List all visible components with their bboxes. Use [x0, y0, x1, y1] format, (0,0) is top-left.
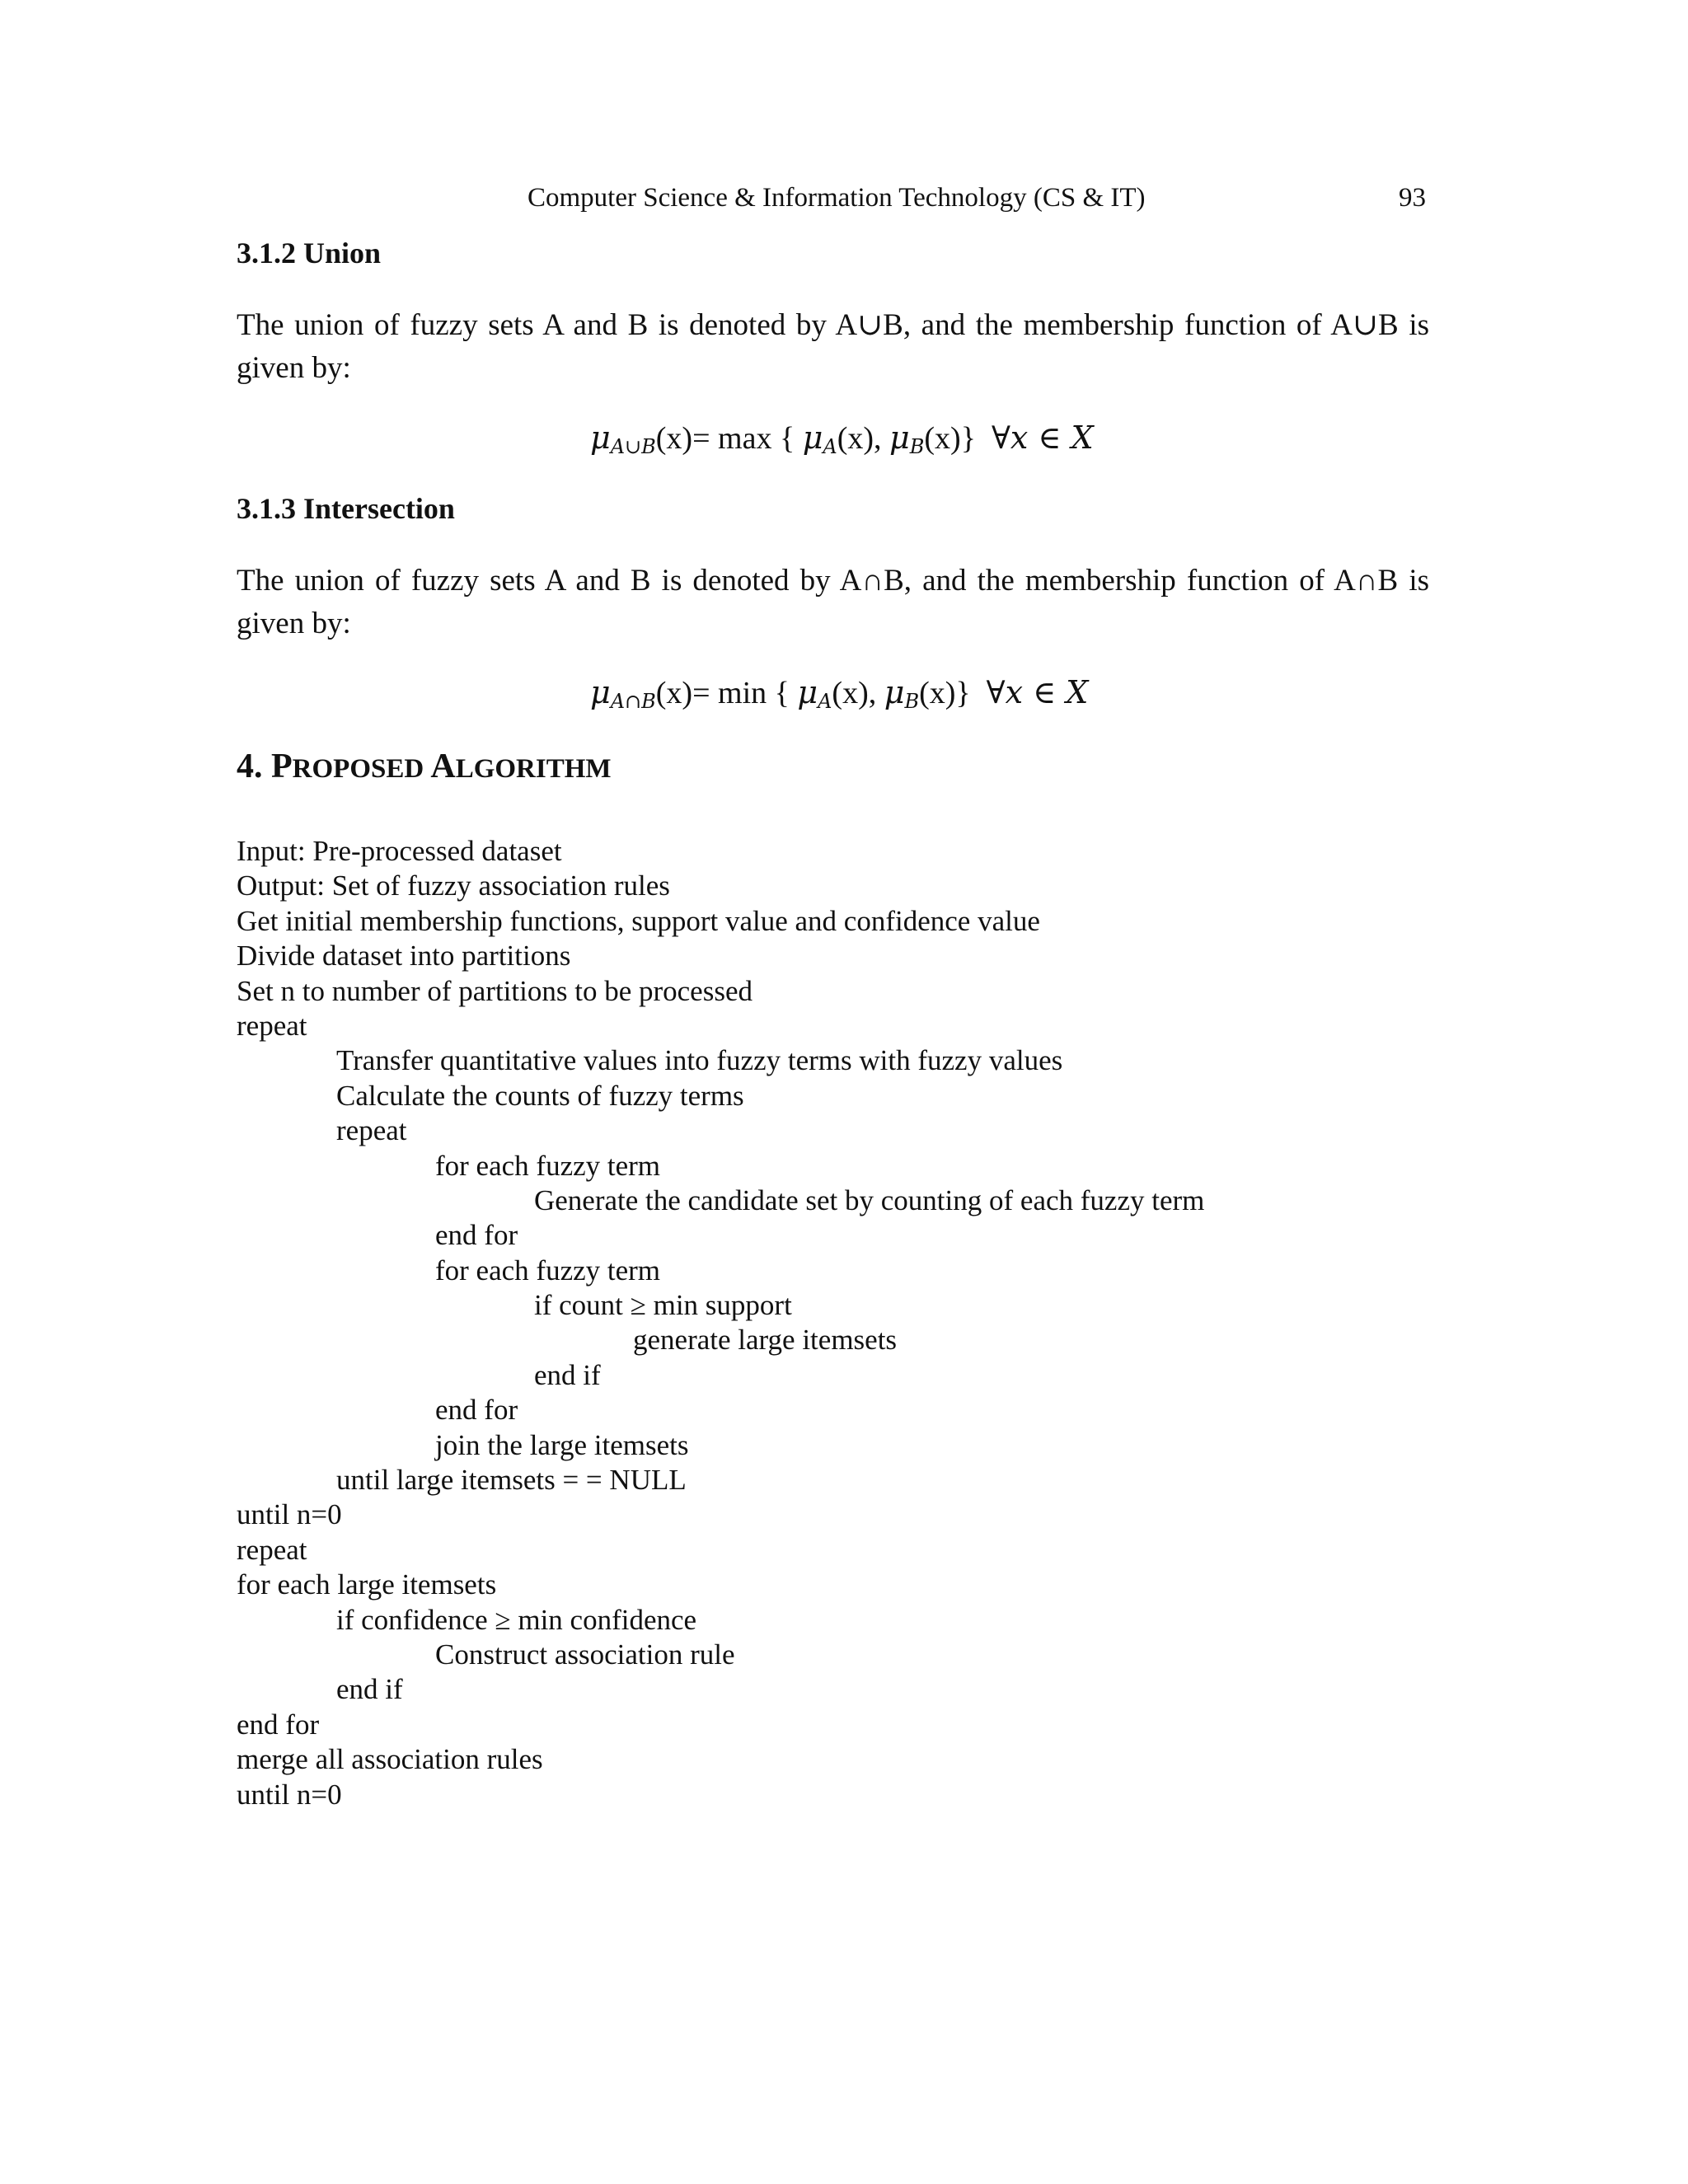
union-equation: $\mu_{A\cup B}(x)= \max$ { $\mu_A(x)$, $\mu_B(x)$} ∀x ∈ X	[590, 419, 1094, 458]
algo-line: until n=0	[237, 1778, 342, 1811]
intersection-heading: 3.1.3 Intersection	[237, 492, 455, 525]
algo-line: repeat	[336, 1114, 407, 1147]
algo-line: end for	[237, 1708, 320, 1741]
algo-line: until n=0	[237, 1498, 342, 1531]
algo-line: end if	[336, 1673, 403, 1706]
algo-line: Output: Set of fuzzy association rules	[237, 869, 670, 902]
algo-line: Transfer quantitative values into fuzzy terms with fuzzy values	[336, 1044, 1063, 1077]
algo-line: if confidence ≥ min confidence	[336, 1603, 697, 1636]
algo-line: repeat	[237, 1533, 307, 1566]
intersection-equation: $\mu_{A\cap B}(x)= \min$ { $\mu_A(x)$, $\mu_B(x)$} ∀x ∈ X	[590, 674, 1089, 713]
algo-line: if count ≥ min support	[534, 1289, 792, 1322]
algo-line: end for	[435, 1219, 518, 1252]
algo-line: for each fuzzy term	[435, 1149, 661, 1182]
algo-line: join the large itemsets	[435, 1428, 689, 1461]
algo-line: Calculate the counts of fuzzy terms	[336, 1079, 744, 1112]
algorithm-block	[237, 834, 1204, 1812]
algo-line: end for	[435, 1394, 518, 1427]
union-paragraph: The union of fuzzy sets A and B is denoted by A∪B, and the membership function of A∪B is given by:	[237, 308, 1429, 385]
algo-line: Divide dataset into partitions	[237, 940, 571, 972]
algo-line: Get initial membership functions, support value and confidence value	[237, 904, 1040, 937]
union-heading: 3.1.2 Union	[237, 237, 382, 269]
algo-line: until large itemsets = = NULL	[336, 1464, 687, 1497]
algo-line: repeat	[237, 1009, 307, 1042]
running-header: Computer Science & Information Technology (CS & IT)	[528, 183, 1146, 213]
algo-line: merge all association rules	[237, 1743, 543, 1776]
algo-line: Input: Pre-processed dataset	[237, 835, 562, 867]
algo-line: Set n to number of partitions to be processed	[237, 974, 753, 1007]
algo-line: for each fuzzy term	[435, 1254, 661, 1286]
page-number: 93	[1399, 183, 1426, 213]
algo-line: Construct association rule	[435, 1638, 735, 1671]
algo-line: end if	[534, 1358, 601, 1391]
section-heading: 4. PROPOSED ALGORITHM	[237, 748, 612, 785]
algo-line: for each large itemsets	[237, 1568, 497, 1601]
algo-line: generate large itemsets	[633, 1324, 898, 1357]
algo-line: Generate the candidate set by counting of each fuzzy term	[534, 1183, 1205, 1216]
intersection-paragraph: The union of fuzzy sets A and B is denoted by A∩B, and the membership function of A∩B is given by:	[237, 564, 1429, 640]
